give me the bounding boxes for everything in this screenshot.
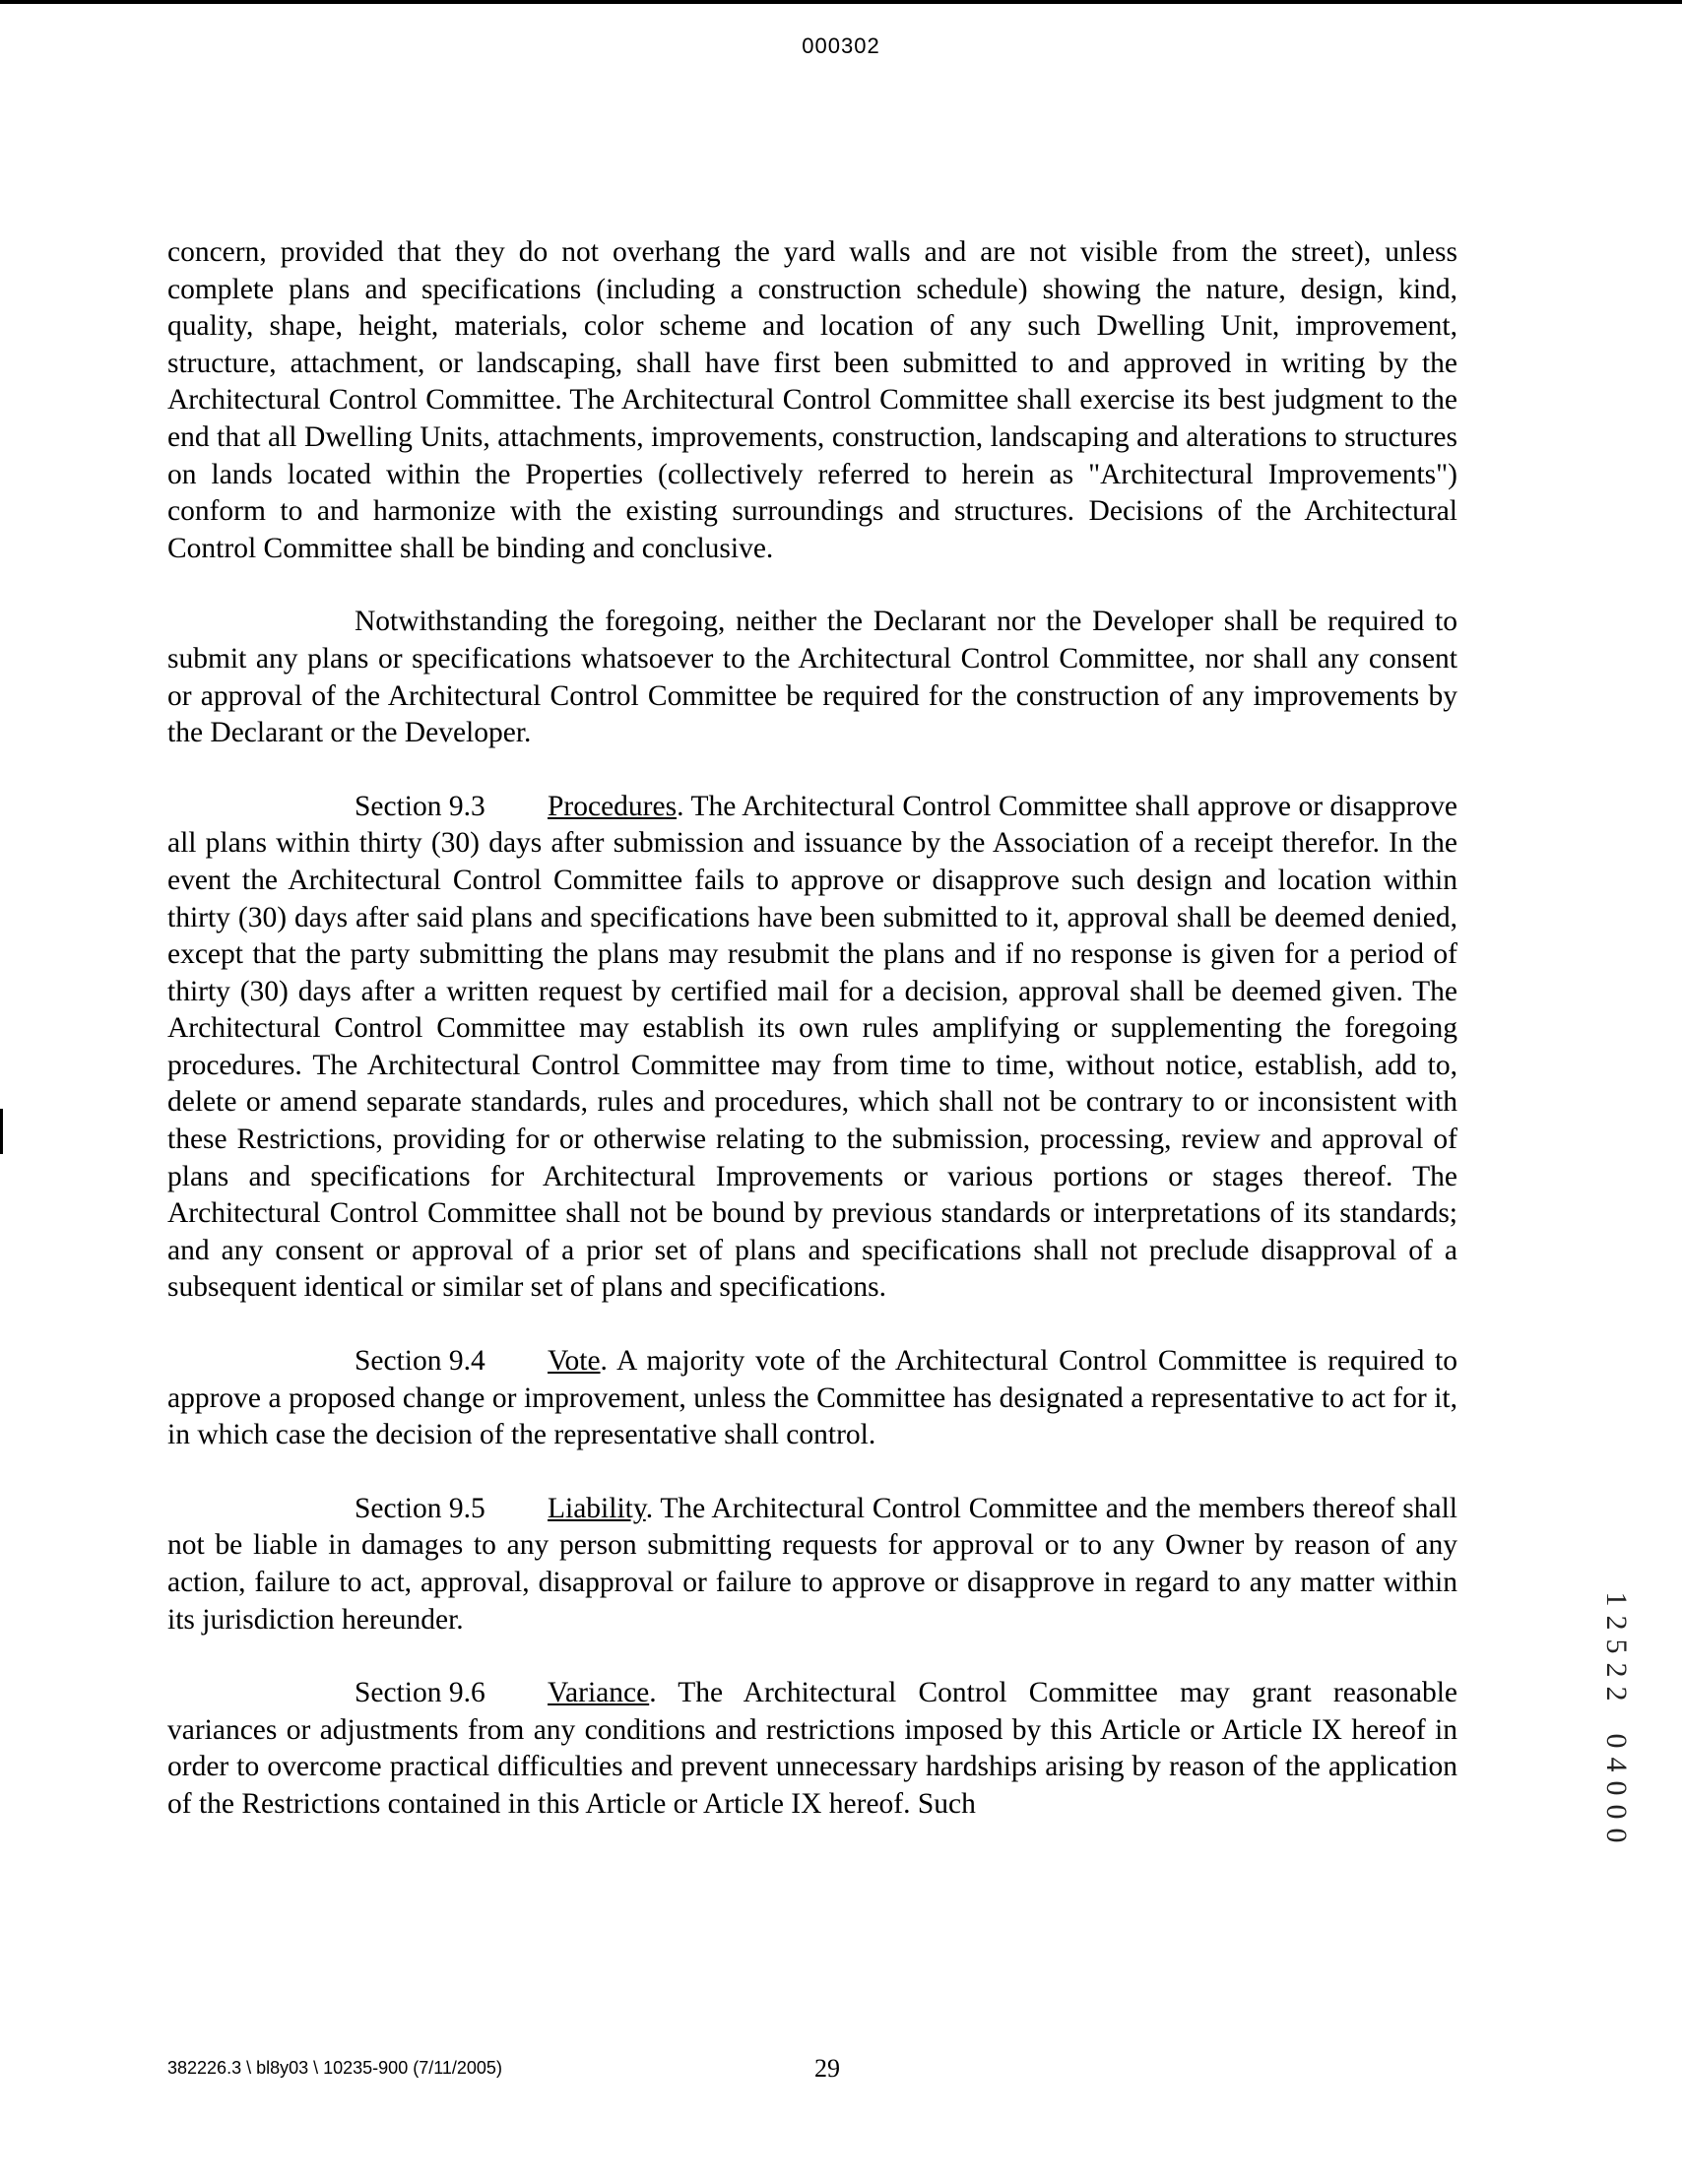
section-heading: Procedures bbox=[548, 790, 678, 822]
side-stamp-glyph: 4 bbox=[1600, 1757, 1633, 1772]
section-heading: Liability bbox=[548, 1492, 646, 1524]
section-9-3 bbox=[167, 789, 1457, 1307]
side-stamp-number bbox=[1599, 1587, 1633, 1847]
scan-top-edge bbox=[0, 0, 1682, 4]
side-stamp-glyph: 5 bbox=[1600, 1638, 1633, 1654]
paragraph-continuation: concern, provided that they do not overhang the yard walls and are not visible from the street), unless complete plans and specifications (including a construction schedule) showing the nature, design, kind, quality, shape, height, materials, color scheme and location of any such Dwelling Unit, improvement, structure, attachment, or landscaping, shall have first been submitted to and approved in writing by the Architectural Control Committee. The Architectural Control Committee shall exercise its best judgment to the end that all Dwelling Units, attachments, improvements, construction, landscaping and alterations to structures on lands located within the Properties (collectively referred to herein as "Architectural Improvements") conform to and harmonize with the existing surroundings and structures. Decisions of the Architectural Control Committee shall be binding and conclusive. bbox=[167, 236, 1457, 564]
side-stamp-glyph: 0 bbox=[1600, 1780, 1633, 1796]
section-9-6 bbox=[167, 1675, 1457, 1823]
footer-document-id: 382226.3 \ bl8y03 \ 10235-900 (7/11/2005) bbox=[167, 2058, 502, 2078]
section-number: Section 9.3 bbox=[355, 790, 485, 822]
section-text: . A majority vote of the Architectural Control Committee is required to approve a proposed change or improvement, unless the Committee has designated a representative to act for it, in which case the decision of the representative shall control. bbox=[167, 1345, 1457, 1451]
section-number: Section 9.4 bbox=[355, 1345, 485, 1378]
bates-number: 000302 bbox=[802, 33, 880, 58]
section-9-4 bbox=[167, 1343, 1457, 1454]
side-stamp-glyph: 0 bbox=[1600, 1733, 1633, 1749]
document-body bbox=[167, 234, 1457, 1860]
section-heading: Vote bbox=[548, 1345, 601, 1378]
section-text: . The Architectural Control Committee shall approve or disapprove all plans within thirty (30) days after submission and issuance by the Association of a receipt therefor. In the event the Architectural Control Committee fails to approve or disapprove such design and location within thirty (30) days after said plans and specifications have been submitted to it, approval shall be deemed denied, except that the party submitting the plans may resubmit the plans and if no response is given for a period of thirty (30) days after a written request by certified mail for a decision, approval shall be deemed given. The Architectural Control Committee may establish its own rules amplifying or supplementing the foregoing procedures. The Architectural Control Committee may from time to time, without notice, establish, add to, delete or amend separate standards, rules and procedures, which shall not be contrary to or inconsistent with these Restrictions, providing for or otherwise relating to the submission, processing, review and approval of plans and specifications for Architectural Improvements or various portions or stages thereof. The Architectural Control Committee shall not be bound by previous standards or interpretations of its standards; and any consent or approval of a prior set of plans and specifications shall not preclude disapproval of a subsequent identical or similar set of plans and specifications. bbox=[167, 790, 1457, 1304]
scan-left-mark bbox=[0, 1109, 3, 1154]
side-stamp-glyph: 2 bbox=[1600, 1662, 1633, 1678]
footer-page-number: 29 bbox=[814, 2054, 840, 2083]
side-stamp-glyph: 1 bbox=[1600, 1591, 1633, 1607]
section-number: Section 9.5 bbox=[355, 1492, 485, 1524]
side-stamp-glyph: 2 bbox=[1600, 1686, 1633, 1702]
side-stamp-glyph: 0 bbox=[1600, 1804, 1633, 1820]
section-text: . The Architectural Control Committee may grant reasonable variances or adjustments from any conditions and restrictions imposed by this Article or Article IX hereof in order to overcome practical difficulties and prevent unnecessary hardships arising by reason of the application of the Restrictions contained in this Article or Article IX hereof. Such bbox=[167, 1677, 1457, 1820]
section-number: Section 9.6 bbox=[355, 1677, 485, 1709]
section-text: . The Architectural Control Committee and the members thereof shall not be liable in damages to any person submitting requests for approval or to any Owner by reason of any action, failure to act, approval, disapproval or failure to approve or disapprove in regard to any matter within its jurisdiction hereunder. bbox=[167, 1492, 1457, 1636]
side-stamp-glyph: 0 bbox=[1600, 1828, 1633, 1843]
section-9-5 bbox=[167, 1491, 1457, 1638]
section-heading: Variance bbox=[548, 1677, 650, 1709]
paragraph-notwithstanding: Notwithstanding the foregoing, neither the Declarant nor the Developer shall be required to submit any plans or specifications whatsoever to the Architectural Control Committee, nor shall any consent or approval of the Architectural Control Committee be required for the construction of any improvements by the Declarant or the Developer. bbox=[167, 606, 1457, 749]
side-stamp-glyph: 2 bbox=[1600, 1615, 1633, 1631]
